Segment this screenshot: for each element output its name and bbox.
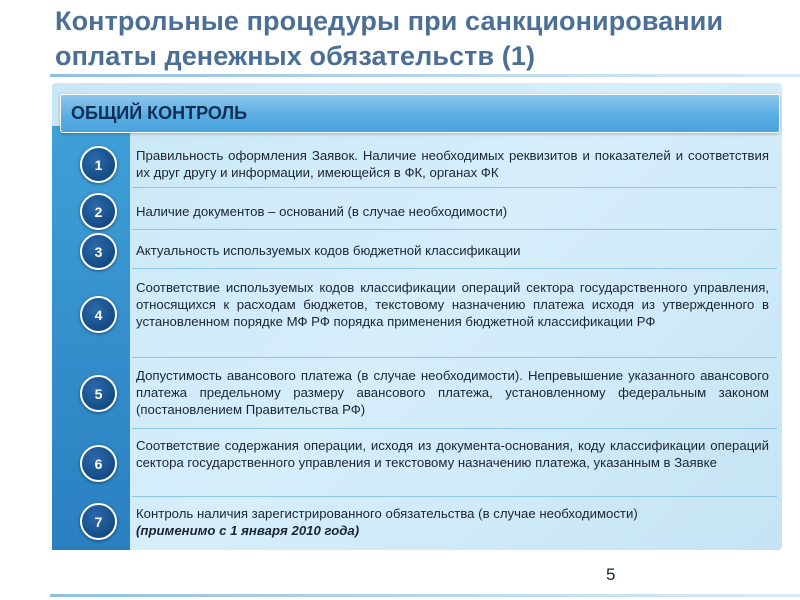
item-number-badge: 2 <box>80 193 117 230</box>
page-number: 5 <box>606 565 616 584</box>
bottom-rule <box>50 594 800 597</box>
title-underline <box>50 74 800 77</box>
item-number-badge: 5 <box>80 375 117 412</box>
item-text: Соответствие используемых кодов классификации операций сектора государственного управления, относящихся к расходам бюджетов, текстовому назначению платежа исходя из утвержденного в установленном порядке МФ РФ порядка применения бюджетной классификации РФ <box>136 280 769 329</box>
row-divider <box>132 229 777 230</box>
row-divider <box>132 357 777 358</box>
row-divider <box>132 496 777 497</box>
item-text: Актуальность используемых кодов бюджетной классификации <box>136 243 521 258</box>
item-text: Контроль наличия зарегистрированного обязательства (в случае необходимости) <box>136 506 638 521</box>
item-number-badge: 4 <box>80 296 117 333</box>
row-divider <box>132 428 777 429</box>
section-header-label: ОБЩИЙ КОНТРОЛЬ <box>71 103 248 123</box>
item-number-badge: 7 <box>80 503 117 540</box>
row-divider <box>132 268 777 269</box>
row-divider <box>132 187 777 188</box>
item-text: Наличие документов – оснований (в случае необходимости) <box>136 204 508 219</box>
item-number-badge: 6 <box>80 445 117 482</box>
panel-sidebar <box>52 126 130 550</box>
item-number-badge: 3 <box>80 233 117 270</box>
item-text: Соответствие содержания операции, исходя из документа-основания, коду классификации операций сектора государственного управления и текстовому назначению платежа, указанным в Заявке <box>136 438 769 470</box>
section-header <box>60 94 780 133</box>
item-number-badge: 1 <box>80 146 117 183</box>
item-text-block <box>136 505 769 539</box>
item-note: (применимо с 1 января 2010 года) <box>136 523 360 538</box>
item-text: Правильность оформления Заявок. Наличие необходимых реквизитов и показателей и соответствия их друг другу и информации, имеющейся в ФК, органах ФК <box>136 148 769 180</box>
item-text: Допустимость авансового платежа (в случае необходимости). Непревышение указанного авансового платежа предельному размеру авансового платежа, установленному федеральным законом (постановлением Правительства РФ) <box>136 368 769 417</box>
slide-title: Контрольные процедуры при санкционировании оплаты денежных обязательств (1) <box>55 6 724 71</box>
